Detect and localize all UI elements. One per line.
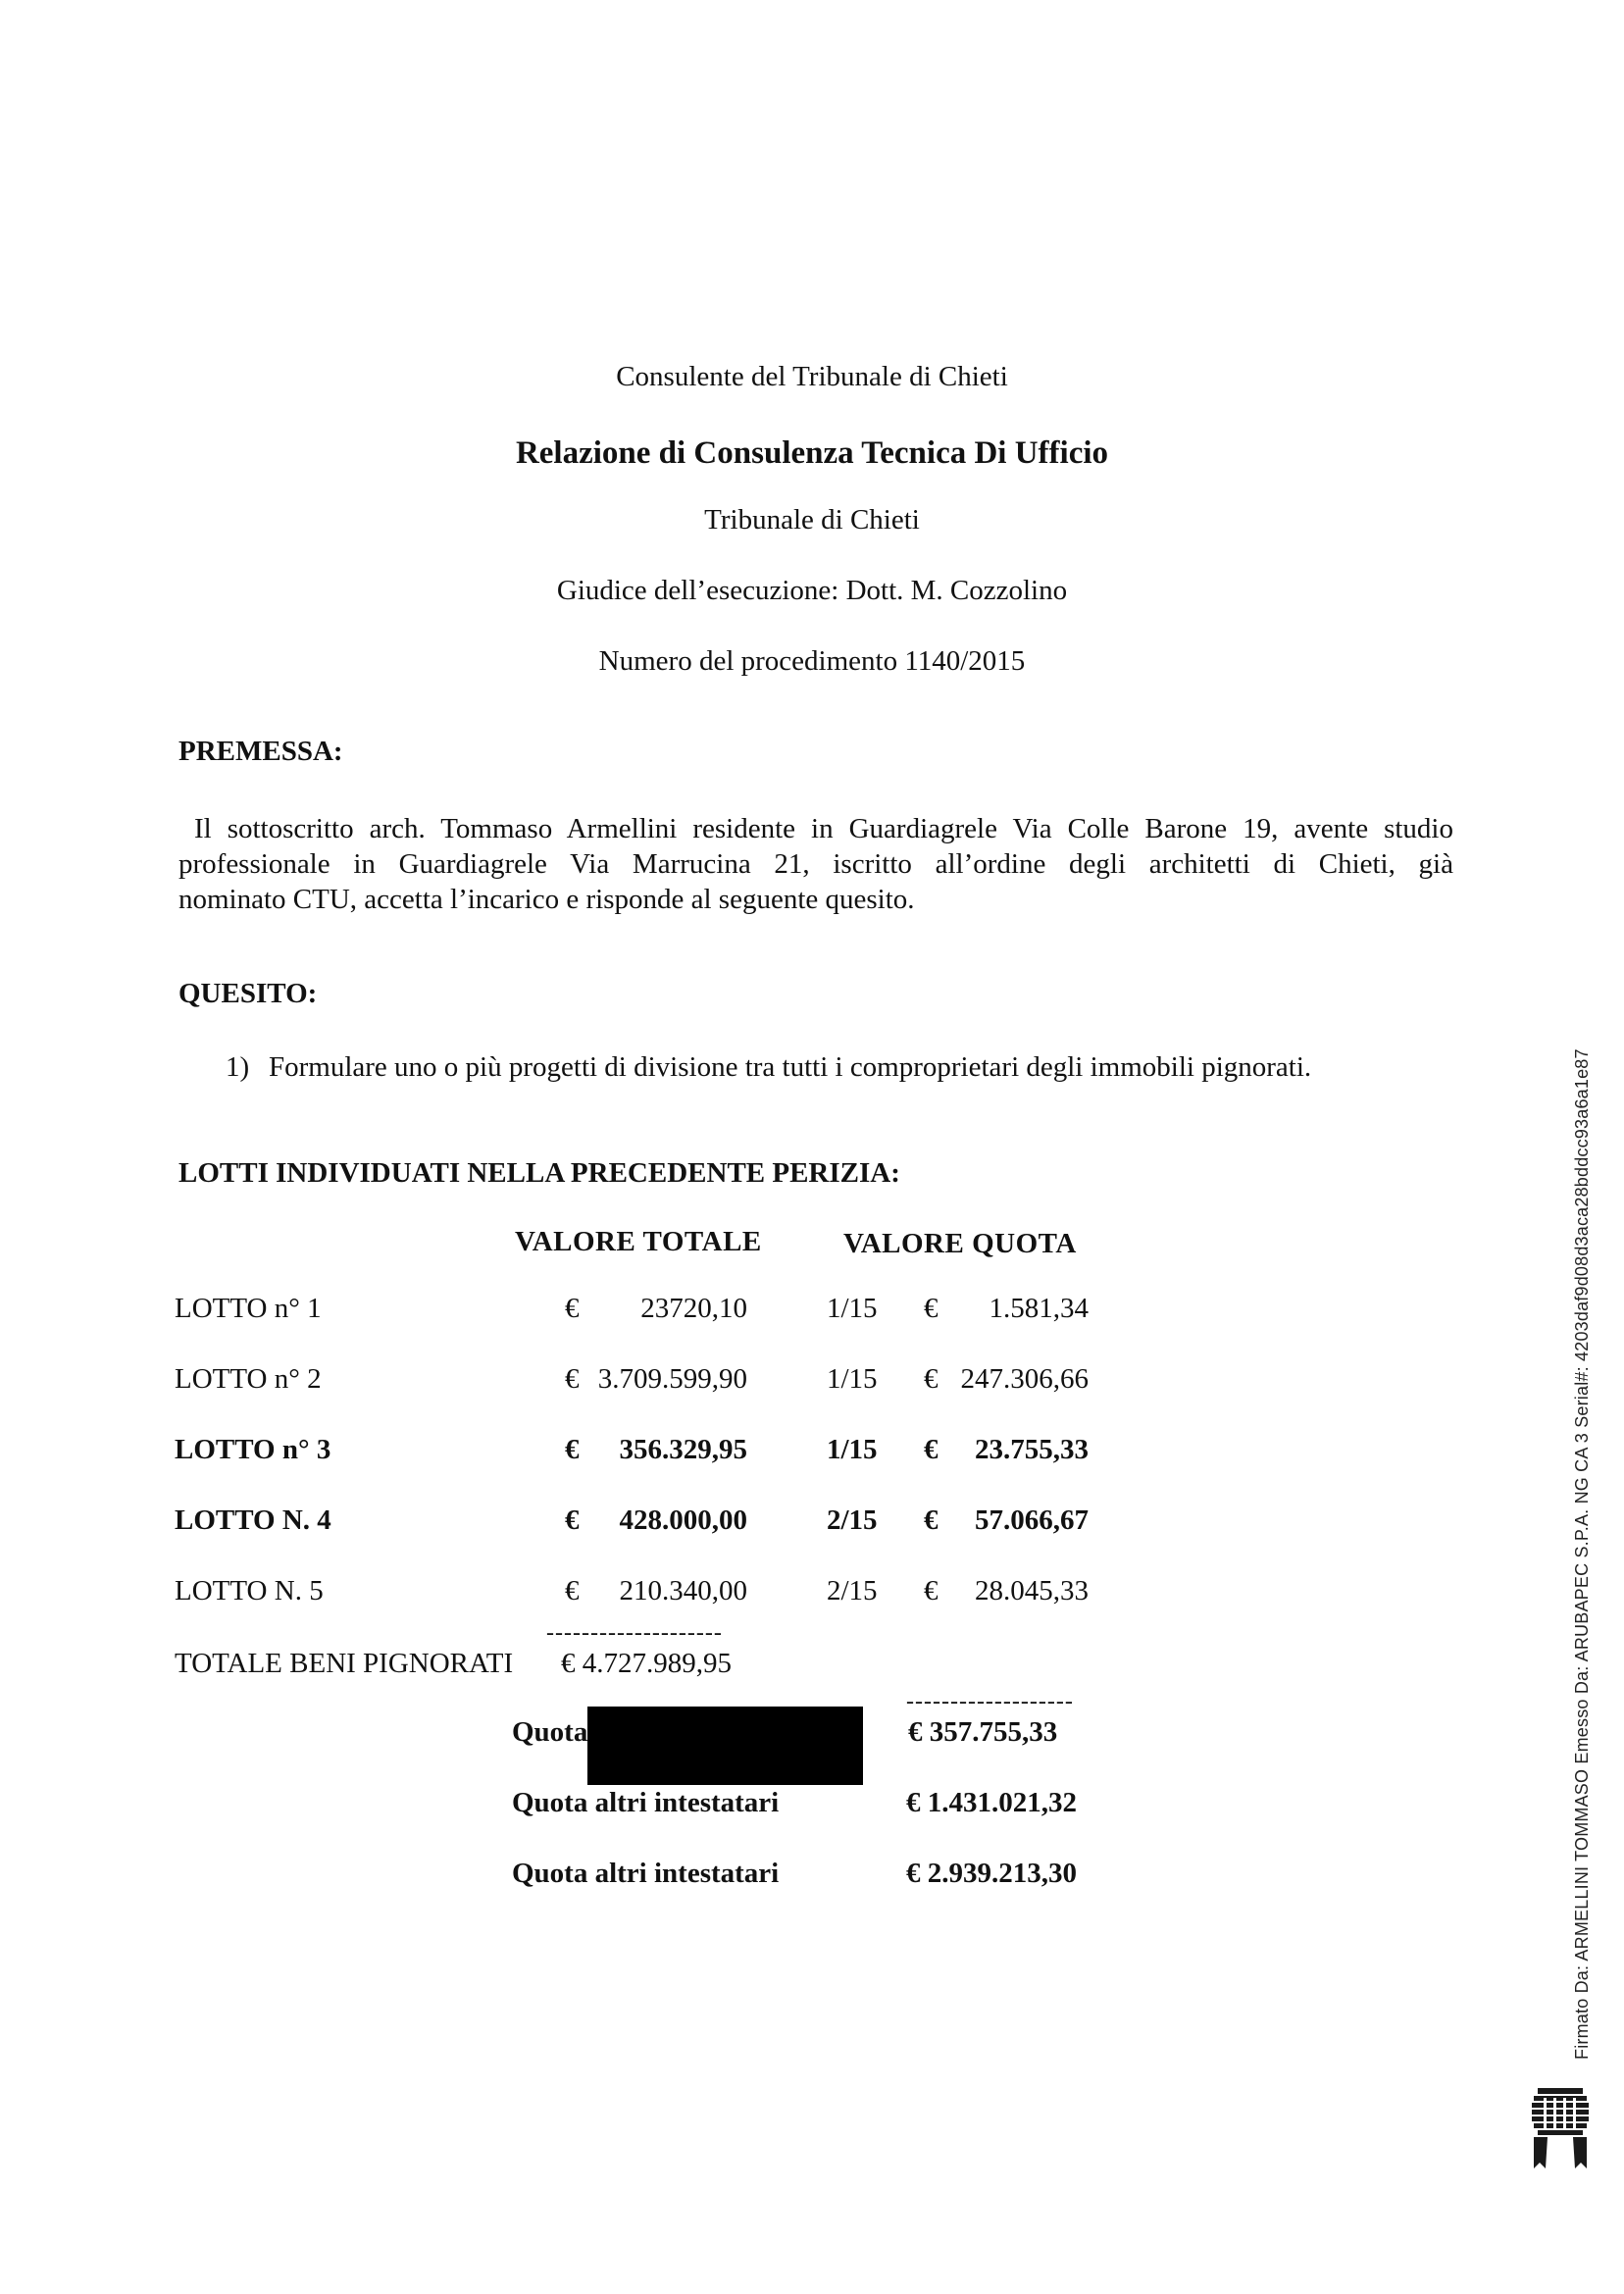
lotto-frazione: 2/15 (827, 1575, 878, 1606)
lotto-frazione: 1/15 (827, 1363, 878, 1395)
quota-altri-value: € 2.939.213,30 (906, 1858, 1077, 1889)
quesito-item-text: Formulare uno o più progetti di divisione tra tutti i comproprietari degli immobili pignorati. (269, 1051, 1312, 1083)
lotto-valore-quota: 28.045,33 (975, 1575, 1089, 1606)
lotto-label: LOTTO N. 4 (175, 1504, 331, 1536)
lotto-valore-totale: 23720,10 (640, 1293, 747, 1324)
lotto-totale-currency: € (565, 1434, 580, 1465)
lotto-valore-quota: 247.306,66 (960, 1363, 1089, 1395)
lotto-label: LOTTO n° 2 (175, 1363, 322, 1395)
lotto-valore-totale: 356.329,95 (619, 1434, 747, 1465)
quota-value: € 357.755,33 (908, 1716, 1058, 1748)
consulente-line: Consulente del Tribunale di Chieti (616, 361, 1008, 392)
lotto-quota-currency: € (924, 1504, 939, 1536)
premessa-line: Il sottoscritto arch. Tommaso Armellini residente in Guardiagrele Via Colle Barone 19, avente studio (194, 813, 1453, 844)
giudice-line: Giudice dell’esecuzione: Dott. M. Cozzolino (556, 575, 1068, 606)
quota-altri-label: Quota altri intestatari (512, 1858, 780, 1889)
totale-label: TOTALE BENI PIGNORATI (175, 1648, 514, 1679)
lotto-totale-currency: € (565, 1363, 580, 1395)
lotto-valore-totale: 3.709.599,90 (597, 1363, 747, 1395)
totale-value: € 4.727.989,95 (561, 1648, 732, 1679)
lotto-quota-currency: € (924, 1575, 939, 1606)
lotto-label: LOTTO n° 3 (175, 1434, 331, 1465)
quesito-item-number: 1) (226, 1051, 250, 1083)
digital-signature-text: Firmato Da: ARMELLINI TOMMASO Emesso Da: ARUBAPEC S.P.A. NG CA 3 Serial#: 4203daf9d08d3aca28bddcc93a6a1e87 (1572, 1048, 1592, 2060)
lotto-valore-totale: 210.340,00 (619, 1575, 747, 1606)
lotti-heading: LOTTI INDIVIDUATI NELLA PRECEDENTE PERIZIA: (178, 1157, 900, 1189)
quote-separator: ------------------- (906, 1689, 1074, 1714)
quesito-heading: QUESITO: (178, 978, 318, 1009)
certification-seal-icon (1526, 2084, 1595, 2172)
lotto-totale-currency: € (565, 1575, 580, 1606)
lotto-valore-quota: 23.755,33 (975, 1434, 1089, 1465)
quota-altri-value: € 1.431.021,32 (906, 1787, 1077, 1818)
premessa-line: professionale in Guardiagrele Via Marrucina 21, iscritto all’ordine degli architetti di Chieti, già (178, 848, 1453, 880)
lotto-quota-currency: € (924, 1293, 939, 1324)
lotto-valore-quota: 1.581,34 (989, 1293, 1089, 1324)
lotto-valore-totale: 428.000,00 (619, 1504, 747, 1536)
premessa-paragraph (178, 811, 1453, 917)
lotto-quota-currency: € (924, 1363, 939, 1395)
document-title: Relazione di Consulenza Tecnica Di Ufficio (515, 435, 1109, 471)
premessa-heading: PREMESSA: (178, 736, 343, 767)
lotto-frazione: 1/15 (827, 1434, 878, 1465)
tribunale-line: Tribunale di Chieti (704, 504, 920, 535)
lotto-frazione: 1/15 (827, 1293, 878, 1324)
quota-altri-label: Quota altri intestatari (512, 1787, 780, 1818)
premessa-line: nominato CTU, accetta l’incarico e risponde al seguente quesito. (178, 884, 915, 915)
lotto-label: LOTTO N. 5 (175, 1575, 324, 1606)
procedimento-line: Numero del procedimento 1140/2015 (598, 645, 1026, 677)
lotto-frazione: 2/15 (827, 1504, 878, 1536)
totale-separator: -------------------- (546, 1620, 723, 1646)
lotto-totale-currency: € (565, 1504, 580, 1536)
lotto-label: LOTTO n° 1 (175, 1293, 322, 1324)
lotto-valore-quota: 57.066,67 (975, 1504, 1089, 1536)
column-header-valore-totale: VALORE TOTALE (515, 1226, 762, 1257)
lotto-totale-currency: € (565, 1293, 580, 1324)
quota-label: Quota (512, 1716, 588, 1748)
column-header-valore-quota: VALORE QUOTA (843, 1228, 1077, 1259)
redaction-box (587, 1707, 863, 1785)
lotto-quota-currency: € (924, 1434, 939, 1465)
